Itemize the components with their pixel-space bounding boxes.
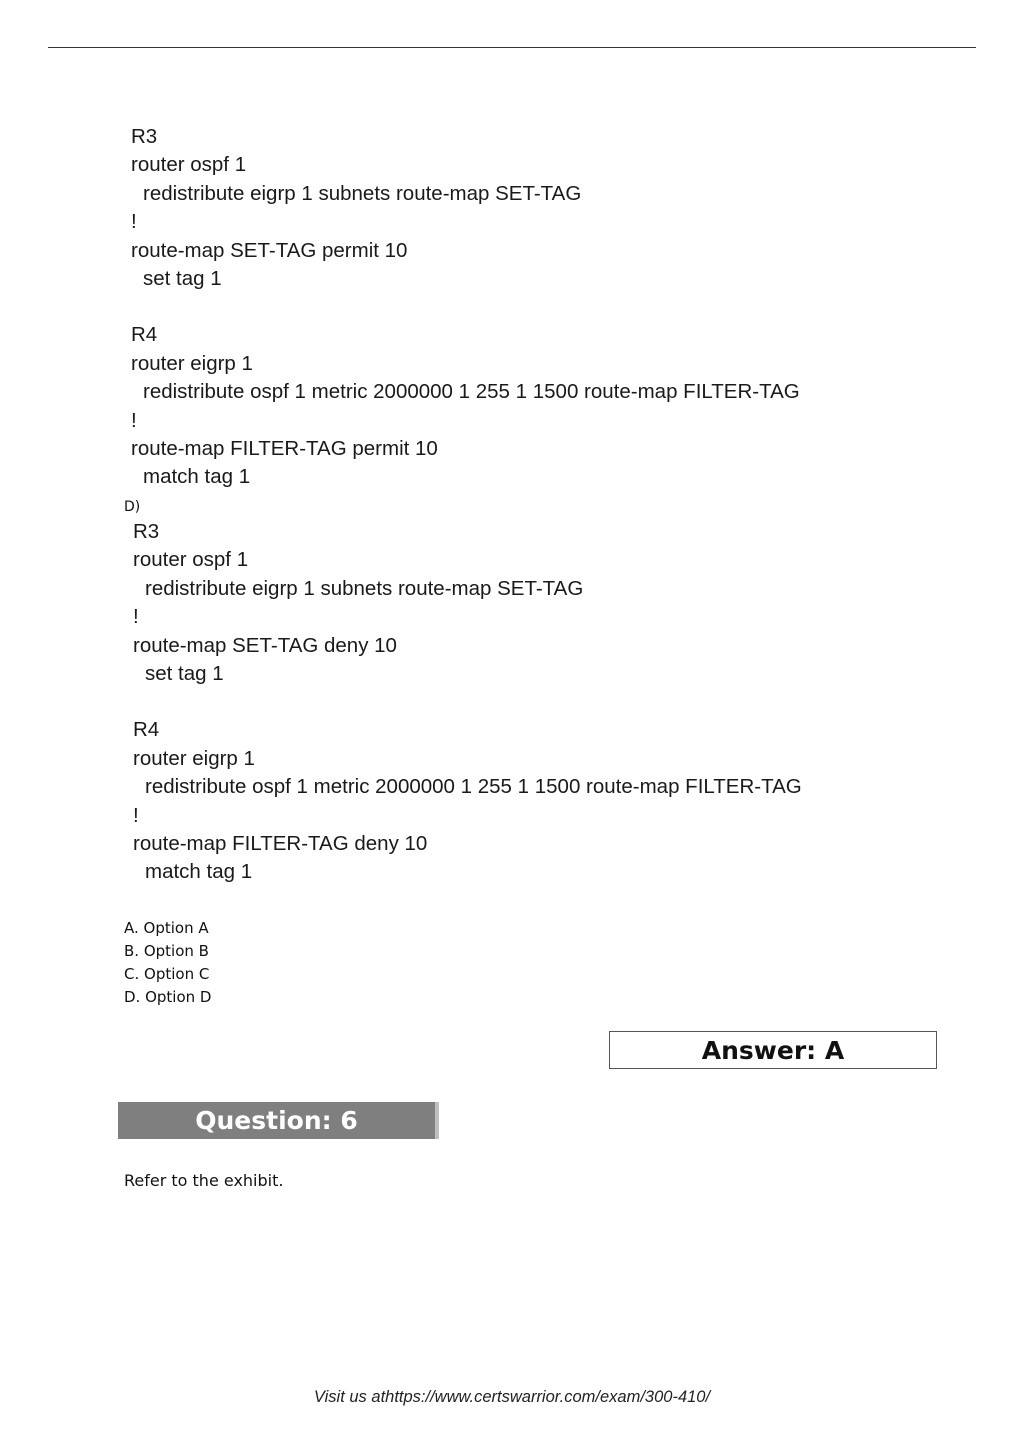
r4-action-line: match tag 1 <box>143 465 251 489</box>
r3-separator: ! <box>133 605 139 629</box>
r3-device-label: R3 <box>131 125 158 148</box>
option-d-config <box>133 518 802 887</box>
r3-redistribute-line: redistribute eigrp 1 subnets route-map SET-TAG <box>143 181 582 205</box>
r3-router-line: router ospf 1 <box>131 153 247 177</box>
option-c-config <box>131 123 800 492</box>
r4-device-label: R4 <box>133 718 160 742</box>
r4-redistribute-line: redistribute ospf 1 metric 2000000 1 255 1 1500 route-map FILTER-TAG <box>143 380 800 404</box>
r4-device-label: R4 <box>131 323 158 347</box>
r4-route-map-line: route-map FILTER-TAG permit 10 <box>131 436 438 460</box>
choice-d: D. Option D <box>124 988 212 1006</box>
r3-action-line: set tag 1 <box>145 661 224 685</box>
r4-router-line: router eigrp 1 <box>133 746 255 770</box>
r3-separator: ! <box>131 210 137 234</box>
r3-action-line: set tag 1 <box>143 266 222 290</box>
answer-text: Answer: A <box>701 1035 845 1065</box>
question-heading <box>118 1102 439 1139</box>
r3-device-label: R3 <box>133 520 160 543</box>
choice-c: C. Option C <box>124 965 210 983</box>
question-intro: Refer to the exhibit. <box>124 1171 284 1190</box>
option-d-label: D) <box>124 499 141 515</box>
r4-route-map-line: route-map FILTER-TAG deny 10 <box>133 831 428 855</box>
answer-choices <box>124 917 211 1009</box>
r4-separator: ! <box>133 803 139 827</box>
r3-route-map-line: route-map SET-TAG deny 10 <box>133 633 397 657</box>
r3-router-line: router ospf 1 <box>133 548 249 572</box>
header-rule <box>48 47 976 48</box>
choice-a: A. Option A <box>124 919 209 937</box>
r4-router-line: router eigrp 1 <box>131 351 253 375</box>
footer-text: Visit us athttps://www.certswarrior.com/exam/300-410/ <box>313 1388 711 1406</box>
r4-action-line: match tag 1 <box>145 860 253 884</box>
question-heading-text: Question: 6 <box>195 1106 358 1135</box>
r3-redistribute-line: redistribute eigrp 1 subnets route-map SET-TAG <box>145 576 584 600</box>
r4-separator: ! <box>131 408 137 432</box>
answer-box <box>609 1031 937 1069</box>
r3-route-map-line: route-map SET-TAG permit 10 <box>131 238 408 262</box>
choice-b: B. Option B <box>124 942 209 960</box>
r4-redistribute-line: redistribute ospf 1 metric 2000000 1 255 1 1500 route-map FILTER-TAG <box>145 775 802 799</box>
